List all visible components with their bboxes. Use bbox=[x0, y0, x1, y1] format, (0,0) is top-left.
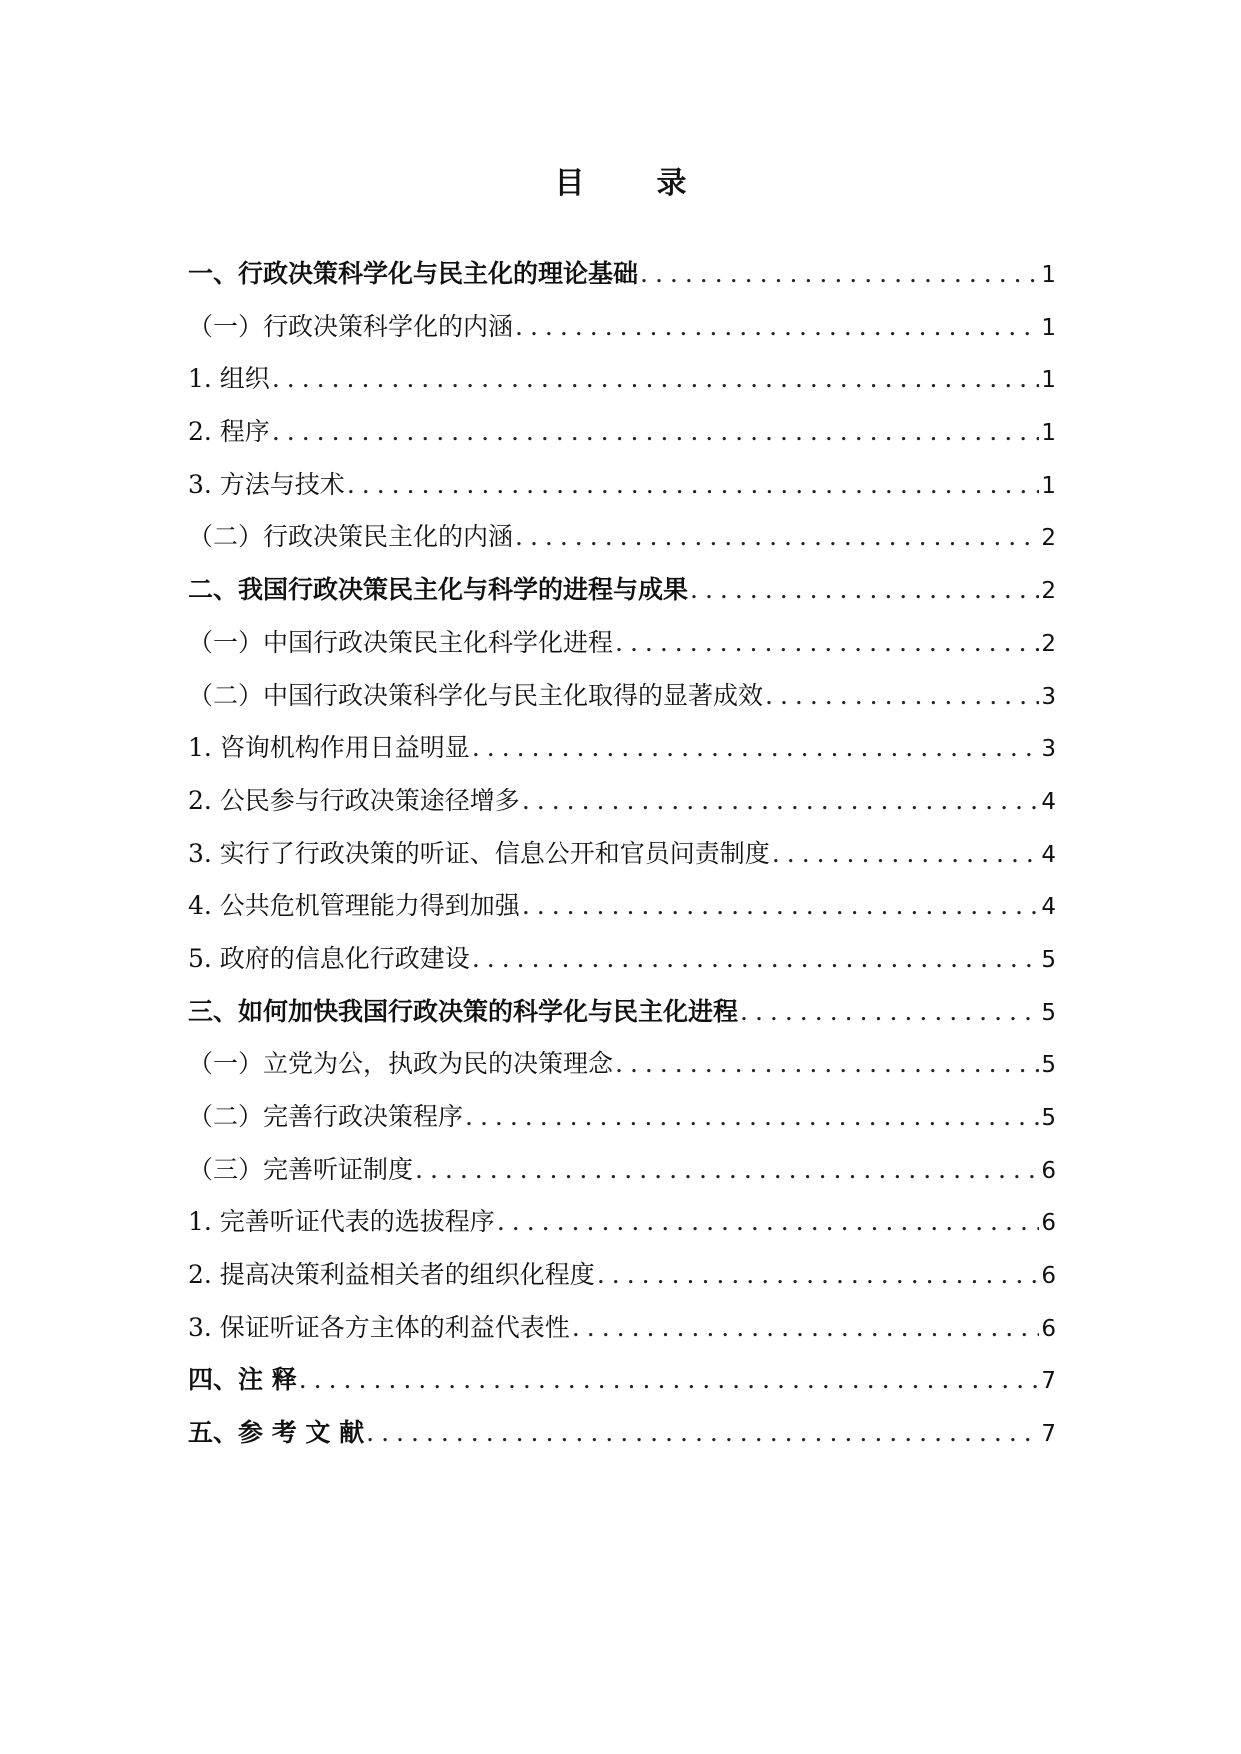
dot-leader bbox=[522, 888, 1040, 924]
toc-entry-label: 3. 方法与技术 bbox=[188, 469, 345, 499]
toc-entry[interactable] bbox=[188, 414, 1056, 467]
title-char-1: 目 bbox=[554, 166, 585, 201]
toc-page-number: 5 bbox=[1041, 1052, 1056, 1079]
toc-entry-label: （一）行政决策科学化的内涵 bbox=[188, 311, 514, 341]
dot-leader bbox=[515, 309, 1039, 345]
toc-entry[interactable] bbox=[188, 1310, 1056, 1363]
toc-entry[interactable] bbox=[188, 309, 1056, 362]
toc-page-number: 1 bbox=[1041, 262, 1056, 288]
dot-leader bbox=[472, 941, 1040, 977]
toc-page-number: 2 bbox=[1041, 630, 1056, 657]
toc-entry-label: 1. 完善听证代表的选拔程序 bbox=[188, 1207, 495, 1237]
toc-entry-label: 2. 公民参与行政决策途径增多 bbox=[188, 785, 520, 815]
dot-leader bbox=[765, 678, 1039, 714]
toc-page-number: 5 bbox=[1041, 946, 1056, 973]
dot-leader bbox=[347, 467, 1040, 503]
toc-entry[interactable] bbox=[188, 1362, 1056, 1415]
toc-page-number: 1 bbox=[1041, 420, 1056, 447]
toc-entry-label: （一）立党为公，执政为民的决策理念 bbox=[188, 1049, 614, 1079]
toc-entry-label: 4. 公共危机管理能力得到加强 bbox=[188, 891, 520, 921]
toc-page-number: 4 bbox=[1041, 841, 1056, 868]
dot-leader bbox=[597, 1257, 1040, 1293]
toc-entry[interactable] bbox=[188, 572, 1056, 625]
toc-entry-label: 5. 政府的信息化行政建设 bbox=[188, 943, 470, 973]
dot-leader bbox=[615, 625, 1039, 661]
toc-entry-label: 2. 程序 bbox=[188, 417, 270, 447]
toc-page-number: 6 bbox=[1041, 1157, 1056, 1184]
toc-page-number: 5 bbox=[1041, 1105, 1056, 1131]
dot-leader bbox=[272, 414, 1040, 450]
toc-entry[interactable] bbox=[188, 836, 1056, 889]
toc-entry[interactable] bbox=[188, 941, 1056, 994]
toc-page-number: 4 bbox=[1041, 788, 1056, 815]
dot-leader bbox=[415, 1152, 1039, 1188]
toc-entry[interactable] bbox=[188, 783, 1056, 836]
toc-page-number: 1 bbox=[1041, 367, 1056, 394]
toc-entry-label: 1. 咨询机构作用日益明显 bbox=[188, 733, 470, 763]
toc-entry-label: （二）行政决策民主化的内涵 bbox=[188, 522, 514, 552]
toc-entry-label: （二）完善行政决策程序 bbox=[188, 1102, 464, 1131]
toc-page-number: 6 bbox=[1041, 1315, 1056, 1342]
toc-entry[interactable] bbox=[188, 1415, 1056, 1468]
dot-leader bbox=[497, 1204, 1040, 1240]
toc-entry-label: 1. 组织 bbox=[188, 364, 270, 394]
dot-leader bbox=[366, 1415, 1039, 1451]
toc-page-number: 3 bbox=[1041, 736, 1056, 763]
toc-page-number: 1 bbox=[1041, 472, 1056, 499]
toc-entry[interactable] bbox=[188, 1046, 1056, 1099]
dot-leader bbox=[772, 836, 1040, 872]
toc-page-number: 3 bbox=[1041, 683, 1056, 710]
toc-entry[interactable] bbox=[188, 1099, 1056, 1152]
toc-entry[interactable] bbox=[188, 678, 1056, 731]
toc-entry-label: （三）完善听证制度 bbox=[188, 1154, 414, 1184]
toc-entry-label: 一、行政决策科学化与民主化的理论基础 bbox=[188, 259, 639, 288]
toc-entry-label: 四、注 释 bbox=[188, 1365, 297, 1395]
dot-leader bbox=[740, 994, 1039, 1030]
toc-page-number: 4 bbox=[1041, 894, 1056, 921]
toc-page-number: 1 bbox=[1041, 314, 1056, 341]
toc-entry-label: 3. 实行了行政决策的听证、信息公开和官员问责制度 bbox=[188, 838, 770, 868]
toc-entry[interactable] bbox=[188, 994, 1056, 1047]
toc-page-number: 2 bbox=[1041, 525, 1056, 552]
toc-entry-label: 2. 提高决策利益相关者的组织化程度 bbox=[188, 1260, 595, 1290]
toc-entry-label: （一）中国行政决策民主化科学化进程 bbox=[188, 627, 614, 657]
toc-page-number: 7 bbox=[1041, 1368, 1056, 1395]
title-char-2: 录 bbox=[656, 166, 687, 201]
toc-page-number: 6 bbox=[1041, 1210, 1056, 1237]
toc-entry-label: （二）中国行政决策科学化与民主化取得的显著成效 bbox=[188, 680, 764, 710]
dot-leader bbox=[272, 361, 1040, 397]
dot-leader bbox=[299, 1362, 1040, 1398]
toc-entry[interactable] bbox=[188, 1152, 1056, 1205]
toc-entry[interactable] bbox=[188, 730, 1056, 783]
dot-leader bbox=[615, 1046, 1039, 1082]
table-of-contents bbox=[188, 256, 1056, 1468]
toc-entry[interactable] bbox=[188, 361, 1056, 414]
dot-leader bbox=[515, 519, 1039, 555]
dot-leader bbox=[522, 783, 1040, 819]
toc-entry-label: 二、我国行政决策民主化与科学的进程与成果 bbox=[188, 575, 689, 605]
dot-leader bbox=[640, 256, 1039, 292]
toc-entry-label: 3. 保证听证各方主体的利益代表性 bbox=[188, 1312, 570, 1342]
dot-leader bbox=[465, 1099, 1039, 1135]
toc-entry[interactable] bbox=[188, 888, 1056, 941]
toc-page-number: 6 bbox=[1041, 1263, 1056, 1290]
toc-entry[interactable] bbox=[188, 519, 1056, 572]
toc-entry-label: 三、如何加快我国行政决策的科学化与民主化进程 bbox=[188, 996, 739, 1026]
toc-page-number: 7 bbox=[1041, 1421, 1056, 1448]
toc-entry[interactable] bbox=[188, 625, 1056, 678]
dot-leader bbox=[690, 572, 1039, 608]
toc-page-number: 5 bbox=[1041, 999, 1056, 1026]
toc-page-number: 2 bbox=[1041, 578, 1056, 605]
toc-entry-label: 五、参 考 文 献 bbox=[188, 1418, 365, 1448]
page-title bbox=[0, 158, 1241, 202]
toc-entry[interactable] bbox=[188, 1204, 1056, 1257]
toc-entry[interactable] bbox=[188, 1257, 1056, 1310]
toc-entry[interactable] bbox=[188, 256, 1056, 309]
dot-leader bbox=[472, 730, 1040, 766]
toc-entry[interactable] bbox=[188, 467, 1056, 520]
dot-leader bbox=[572, 1310, 1040, 1346]
